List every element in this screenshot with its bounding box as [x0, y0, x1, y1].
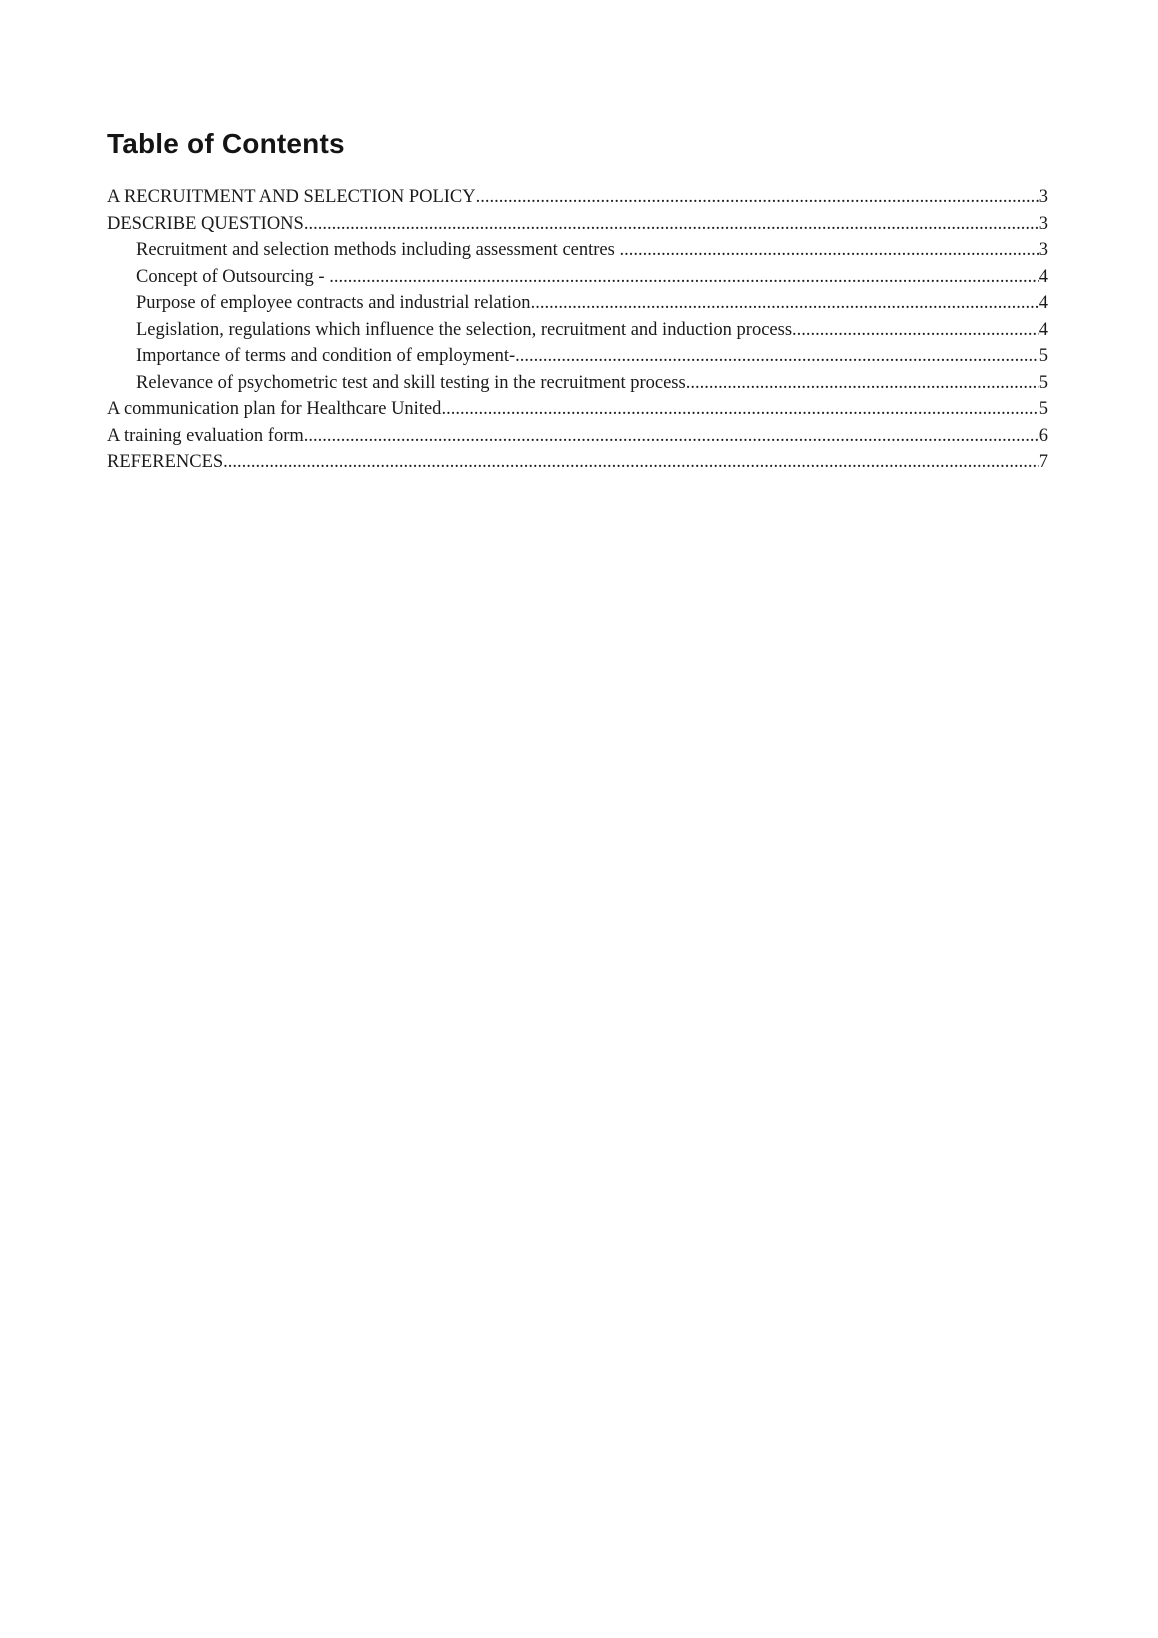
toc-entry[interactable]: [107, 343, 1048, 370]
toc-entry-page: 4: [1038, 319, 1048, 340]
toc-entry-label: Importance of terms and condition of employment-: [136, 346, 516, 366]
toc-dot-leader: [476, 184, 1039, 211]
table-of-contents: [107, 184, 1048, 476]
toc-entry[interactable]: [107, 370, 1048, 397]
toc-dot-leader: [223, 449, 1039, 476]
toc-entry-label: REFERENCES: [107, 452, 224, 472]
toc-dot-leader: [441, 396, 1038, 423]
toc-entry-page: 4: [1038, 266, 1048, 287]
toc-entry-page: 3: [1038, 240, 1048, 260]
toc-dot-leader: [515, 343, 1039, 370]
toc-dot-leader: [304, 423, 1039, 450]
toc-entry-label: DESCRIBE QUESTIONS: [107, 213, 304, 234]
toc-entry-page: 3: [1038, 213, 1048, 234]
toc-dot-leader: [329, 264, 1039, 291]
toc-entry[interactable]: [107, 264, 1048, 291]
toc-entry-label: A communication plan for Healthcare United: [107, 399, 442, 419]
toc-entry-page: 3: [1038, 187, 1048, 207]
toc-dot-leader: [686, 370, 1039, 397]
toc-entry[interactable]: [107, 290, 1048, 317]
toc-entry-label: Legislation, regulations which influence the selection, recruitment and induction process: [136, 319, 793, 340]
toc-entry[interactable]: [107, 211, 1048, 238]
toc-entry[interactable]: [107, 423, 1048, 450]
toc-entry-page: 5: [1038, 346, 1048, 366]
toc-entry-label: Concept of Outsourcing -: [136, 266, 330, 287]
toc-entry[interactable]: [107, 237, 1048, 264]
toc-entry[interactable]: [107, 449, 1048, 476]
toc-entry[interactable]: [107, 317, 1048, 344]
toc-entry-page: 5: [1038, 372, 1048, 393]
toc-entry-page: 4: [1038, 293, 1048, 313]
toc-dot-leader: [304, 211, 1039, 238]
toc-entry-label: Purpose of employee contracts and industrial relation: [136, 293, 531, 313]
toc-entry-page: 6: [1038, 425, 1048, 446]
toc-entry-page: 5: [1038, 399, 1048, 419]
toc-entry[interactable]: [107, 396, 1048, 423]
toc-entry-label: Recruitment and selection methods including assessment centres: [136, 240, 620, 260]
toc-entry-label: Relevance of psychometric test and skill testing in the recruitment process: [136, 372, 686, 393]
toc-entry-label: A training evaluation form: [107, 425, 304, 446]
toc-dot-leader: [792, 317, 1039, 344]
toc-dot-leader: [531, 290, 1039, 317]
toc-entry-label: A RECRUITMENT AND SELECTION POLICY: [107, 187, 476, 207]
toc-entry-page: 7: [1038, 452, 1048, 472]
toc-dot-leader: [619, 237, 1038, 264]
toc-entry[interactable]: [107, 184, 1048, 211]
page-title: Table of Contents: [107, 128, 345, 159]
